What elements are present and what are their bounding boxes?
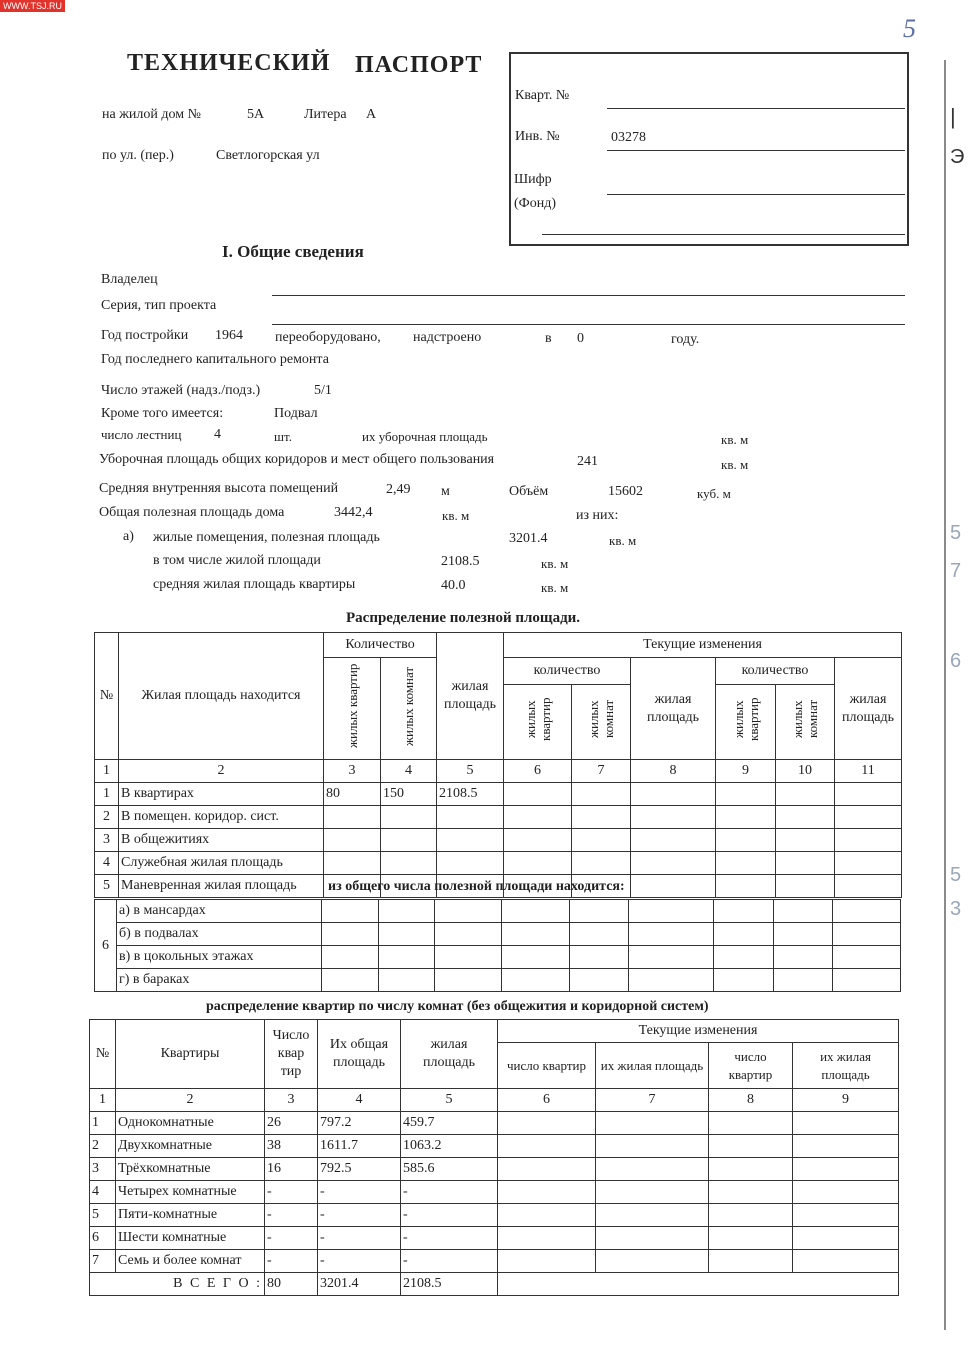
- in-value: 0: [577, 331, 584, 346]
- stairs-clean-unit: кв. м: [721, 432, 749, 447]
- kvart-line: [607, 108, 905, 109]
- dist-heading: Распределение полезной площади.: [346, 610, 581, 626]
- year-suffix: году.: [671, 332, 700, 347]
- table-row: [90, 1204, 899, 1227]
- rooms-col-count: Число квар тир: [265, 1020, 318, 1089]
- rooms-table: [89, 1019, 899, 1296]
- row-number: 5: [90, 1204, 116, 1227]
- also-value: Подвал: [274, 406, 318, 421]
- watermark: WWW.TSJ.RU: [0, 0, 65, 12]
- total-row: [90, 1273, 899, 1296]
- volume-value: 15602: [608, 484, 643, 499]
- row-name: Четырех комнатные: [116, 1181, 265, 1204]
- col-number: 5: [437, 760, 504, 783]
- table-row: [90, 1227, 899, 1250]
- row-number: 2: [95, 806, 119, 829]
- col-qty-header: Количество: [324, 633, 437, 658]
- total-living: 2108.5: [401, 1273, 498, 1296]
- row-area: 2108.5: [437, 783, 504, 806]
- living-value: 2108.5: [441, 554, 480, 569]
- row-number: 4: [95, 852, 119, 875]
- bleed-mark: 6: [950, 650, 962, 672]
- stairs-value: 4: [214, 427, 221, 442]
- rooms-col-apts: Квартиры: [116, 1020, 265, 1089]
- corridors-label: Уборочная площадь общих коридоров и мест общего пользования: [99, 452, 495, 467]
- house-number: 5А: [247, 107, 265, 122]
- col-number: 5: [401, 1089, 498, 1112]
- col-number: 4: [381, 760, 437, 783]
- row-count: 16: [265, 1158, 318, 1181]
- row-total: -: [318, 1250, 401, 1273]
- row-apts: 80: [324, 783, 381, 806]
- col-number: 7: [596, 1089, 709, 1112]
- changes-apts2-header: жилых квартир: [716, 684, 776, 759]
- row-rooms: [381, 806, 437, 829]
- row-number: 6: [90, 1227, 116, 1250]
- total-count: 80: [265, 1273, 318, 1296]
- living-useful-value: 3201.4: [509, 531, 548, 546]
- reequip-label: переоборудовано,: [275, 330, 381, 345]
- row-count: -: [265, 1204, 318, 1227]
- rooms-change-c2: их жилая площадь: [596, 1043, 709, 1089]
- owner-line: [272, 295, 905, 296]
- col-number: 11: [835, 760, 902, 783]
- floors-value: 5/1: [314, 383, 332, 398]
- changes-area2-header: жилая площадь: [835, 658, 902, 760]
- row-name: В квартирах: [119, 783, 324, 806]
- volume-label: Объём: [509, 484, 549, 499]
- row-living: -: [401, 1250, 498, 1273]
- col-apts-header: жилых квартир: [324, 658, 381, 760]
- stairs-label: число лестниц: [101, 427, 182, 442]
- title-word-1: ТЕХНИЧЕСКИЙ: [127, 50, 331, 76]
- distribution-table: [94, 632, 902, 898]
- row-number: 3: [95, 829, 119, 852]
- rooms-col-total: Их общая площадь: [318, 1020, 401, 1089]
- kvart-label: Кварт. №: [515, 88, 570, 103]
- row-total: -: [318, 1204, 401, 1227]
- row-living: 459.7: [401, 1112, 498, 1135]
- col-number: 7: [572, 760, 631, 783]
- table-row: [95, 783, 902, 806]
- changes-qty2-header: количество: [716, 658, 835, 685]
- also-label: Кроме того имеется:: [101, 406, 224, 421]
- avg-label: средняя жилая площадь квартиры: [153, 577, 356, 592]
- height-label: Средняя внутренняя высота помещений: [99, 481, 339, 496]
- col-number: 1: [95, 760, 119, 783]
- col-number: 8: [631, 760, 716, 783]
- useful-unit: кв. м: [442, 508, 470, 523]
- table-row: [90, 1135, 899, 1158]
- row-name: Трёхкомнатные: [116, 1158, 265, 1181]
- row-area: [437, 806, 504, 829]
- col-number: 2: [119, 760, 324, 783]
- living-unit: кв. м: [541, 556, 569, 571]
- row-name: Семь и более комнат: [116, 1250, 265, 1273]
- changes-area-header: жилая площадь: [631, 658, 716, 760]
- street-label: по ул. (пер.): [102, 148, 174, 163]
- col-number: 2: [116, 1089, 265, 1112]
- shifr-line: [607, 194, 905, 195]
- litera-value: А: [366, 107, 377, 122]
- item-a-label: а): [123, 529, 134, 544]
- row-living: 1063.2: [401, 1135, 498, 1158]
- stamp-box: [509, 52, 909, 246]
- stairs-unit: шт.: [274, 429, 292, 444]
- of-them-label: из них:: [576, 508, 619, 523]
- inv-line: [607, 150, 905, 151]
- col-number: 6: [504, 760, 572, 783]
- col-number: 10: [776, 760, 835, 783]
- row-living: -: [401, 1227, 498, 1250]
- col-changes-header: Текущие изменения: [504, 633, 902, 658]
- row-rooms: 150: [381, 783, 437, 806]
- row-apts: [324, 829, 381, 852]
- col-number: 8: [709, 1089, 793, 1112]
- fond-line: [542, 234, 905, 235]
- floors-label: Число этажей (надз./подз.): [101, 383, 261, 398]
- corridors-value: 241: [577, 454, 598, 469]
- table-row: [90, 1250, 899, 1273]
- row-number: 1: [90, 1112, 116, 1135]
- living-useful-label: жилые помещения, полезная площадь: [153, 530, 380, 545]
- series-label: Серия, тип проекта: [101, 298, 217, 313]
- series-line: [272, 324, 905, 325]
- row-name: В общежитиях: [119, 829, 324, 852]
- table-row: [95, 923, 901, 946]
- bleed-mark: 5: [950, 522, 962, 544]
- year-label: Год постройки: [101, 328, 189, 343]
- in-label: в: [545, 331, 552, 346]
- row-area: [437, 829, 504, 852]
- house-label: на жилой дом №: [102, 107, 201, 122]
- row-rooms: [381, 852, 437, 875]
- rooms-change-c4: их жилая площадь: [793, 1043, 899, 1089]
- avg-value: 40.0: [441, 578, 466, 593]
- col-rooms-header: жилых комнат: [381, 658, 437, 760]
- table-row: [95, 900, 901, 923]
- year-value: 1964: [215, 328, 243, 343]
- row-name: Шести комнатные: [116, 1227, 265, 1250]
- bleed-mark: Э: [950, 146, 965, 168]
- table-row: [95, 969, 901, 992]
- volume-unit: куб. м: [697, 486, 731, 501]
- section-heading: I. Общие сведения: [222, 242, 364, 261]
- row-living: -: [401, 1181, 498, 1204]
- changes-apts-header: жилых квартир: [504, 684, 572, 759]
- fond-label: (Фонд): [514, 196, 556, 211]
- row-count: -: [265, 1181, 318, 1204]
- changes-rooms-header: жилых комнат: [572, 684, 631, 759]
- sub-row-name: в) в цокольных этажах: [117, 946, 322, 969]
- living-useful-unit: кв. м: [609, 533, 637, 548]
- shifr-label: Шифр: [514, 172, 552, 187]
- bleed-mark: 5: [950, 864, 962, 886]
- height-unit: м: [441, 484, 450, 499]
- row-total: 1611.7: [318, 1135, 401, 1158]
- col-where-header: Жилая площадь находится: [119, 633, 324, 760]
- title-word-2: ПАСПОРТ: [355, 52, 483, 78]
- row-name: Двухкомнатные: [116, 1135, 265, 1158]
- height-value: 2,49: [386, 482, 411, 497]
- table-row: [95, 829, 902, 852]
- sub-row-name: г) в бараках: [117, 969, 322, 992]
- rooms-col-no: №: [90, 1020, 116, 1089]
- row-area: [437, 852, 504, 875]
- row-name: В помещен. коридор. сист.: [119, 806, 324, 829]
- col-number: 1: [90, 1089, 116, 1112]
- useful-label: Общая полезная площадь дома: [99, 505, 285, 520]
- scan-edge: [944, 60, 946, 1330]
- sub-row-name: б) в подвалах: [117, 923, 322, 946]
- useful-value: 3442,4: [334, 505, 373, 520]
- row-living: 585.6: [401, 1158, 498, 1181]
- col-no-header: №: [95, 633, 119, 760]
- row-name: Маневренная жилая площадь: [119, 875, 324, 898]
- rooms-heading: распределение квартир по числу комнат (без общежития и коридорной систем): [206, 999, 709, 1014]
- row-apts: [324, 806, 381, 829]
- sub-row-name: а) в мансардах: [117, 900, 322, 923]
- row-total: 792.5: [318, 1158, 401, 1181]
- row-number: 1: [95, 783, 119, 806]
- row-living: -: [401, 1204, 498, 1227]
- street-value: Светлогорская ул: [216, 148, 320, 163]
- rooms-change-c1: число квартир: [498, 1043, 596, 1089]
- col-number: 3: [265, 1089, 318, 1112]
- rooms-col-changes: Текущие изменения: [498, 1020, 899, 1043]
- added-label: надстроено: [413, 330, 482, 345]
- col-number: 4: [318, 1089, 401, 1112]
- row-count: 26: [265, 1112, 318, 1135]
- sub-number: 6: [95, 900, 117, 992]
- col-number: 9: [716, 760, 776, 783]
- rooms-col-living: жилая площадь: [401, 1020, 498, 1089]
- col-number: 3: [324, 760, 381, 783]
- repair-label: Год последнего капитального ремонта: [101, 352, 329, 367]
- rooms-change-c3: число квартир: [709, 1043, 793, 1089]
- row-count: 38: [265, 1135, 318, 1158]
- row-total: 797.2: [318, 1112, 401, 1135]
- stairs-clean-label: их уборочная площадь: [362, 429, 488, 444]
- litera-label: Литера: [304, 107, 347, 122]
- sub-heading: из общего числа полезной площади находится:: [328, 879, 625, 894]
- table-row: [95, 806, 902, 829]
- bleed-mark: 7: [950, 560, 962, 582]
- row-apts: [324, 852, 381, 875]
- sub-table: [94, 899, 901, 992]
- row-total: -: [318, 1227, 401, 1250]
- row-name: Служебная жилая площадь: [119, 852, 324, 875]
- row-total: -: [318, 1181, 401, 1204]
- bleed-mark: |: [950, 104, 956, 129]
- col-number: 6: [498, 1089, 596, 1112]
- changes-rooms2-header: жилых комнат: [776, 684, 835, 759]
- row-rooms: [381, 829, 437, 852]
- table-row: [95, 852, 902, 875]
- table-row: [90, 1158, 899, 1181]
- table-row: [95, 946, 901, 969]
- living-label: в том числе жилой площади: [153, 553, 321, 568]
- row-number: 2: [90, 1135, 116, 1158]
- row-number: 7: [90, 1250, 116, 1273]
- total-label: В С Е Г О :: [90, 1273, 265, 1296]
- corridors-unit: кв. м: [721, 457, 749, 472]
- owner-label: Владелец: [101, 272, 158, 287]
- row-count: -: [265, 1227, 318, 1250]
- row-number: 4: [90, 1181, 116, 1204]
- row-count: -: [265, 1250, 318, 1273]
- row-number: 3: [90, 1158, 116, 1181]
- table-row: [90, 1112, 899, 1135]
- col-number: 9: [793, 1089, 899, 1112]
- total-total: 3201.4: [318, 1273, 401, 1296]
- col-area-header: жилая площадь: [437, 633, 504, 760]
- avg-unit: кв. м: [541, 580, 569, 595]
- row-number: 5: [95, 875, 119, 898]
- corner-mark: 5: [903, 14, 916, 43]
- row-name: Однокомнатные: [116, 1112, 265, 1135]
- inv-label: Инв. №: [515, 129, 560, 144]
- changes-qty-header: количество: [504, 658, 631, 685]
- bleed-mark: 3: [950, 898, 962, 920]
- table-row: [90, 1181, 899, 1204]
- row-name: Пяти-комнатные: [116, 1204, 265, 1227]
- inv-value: 03278: [611, 130, 646, 145]
